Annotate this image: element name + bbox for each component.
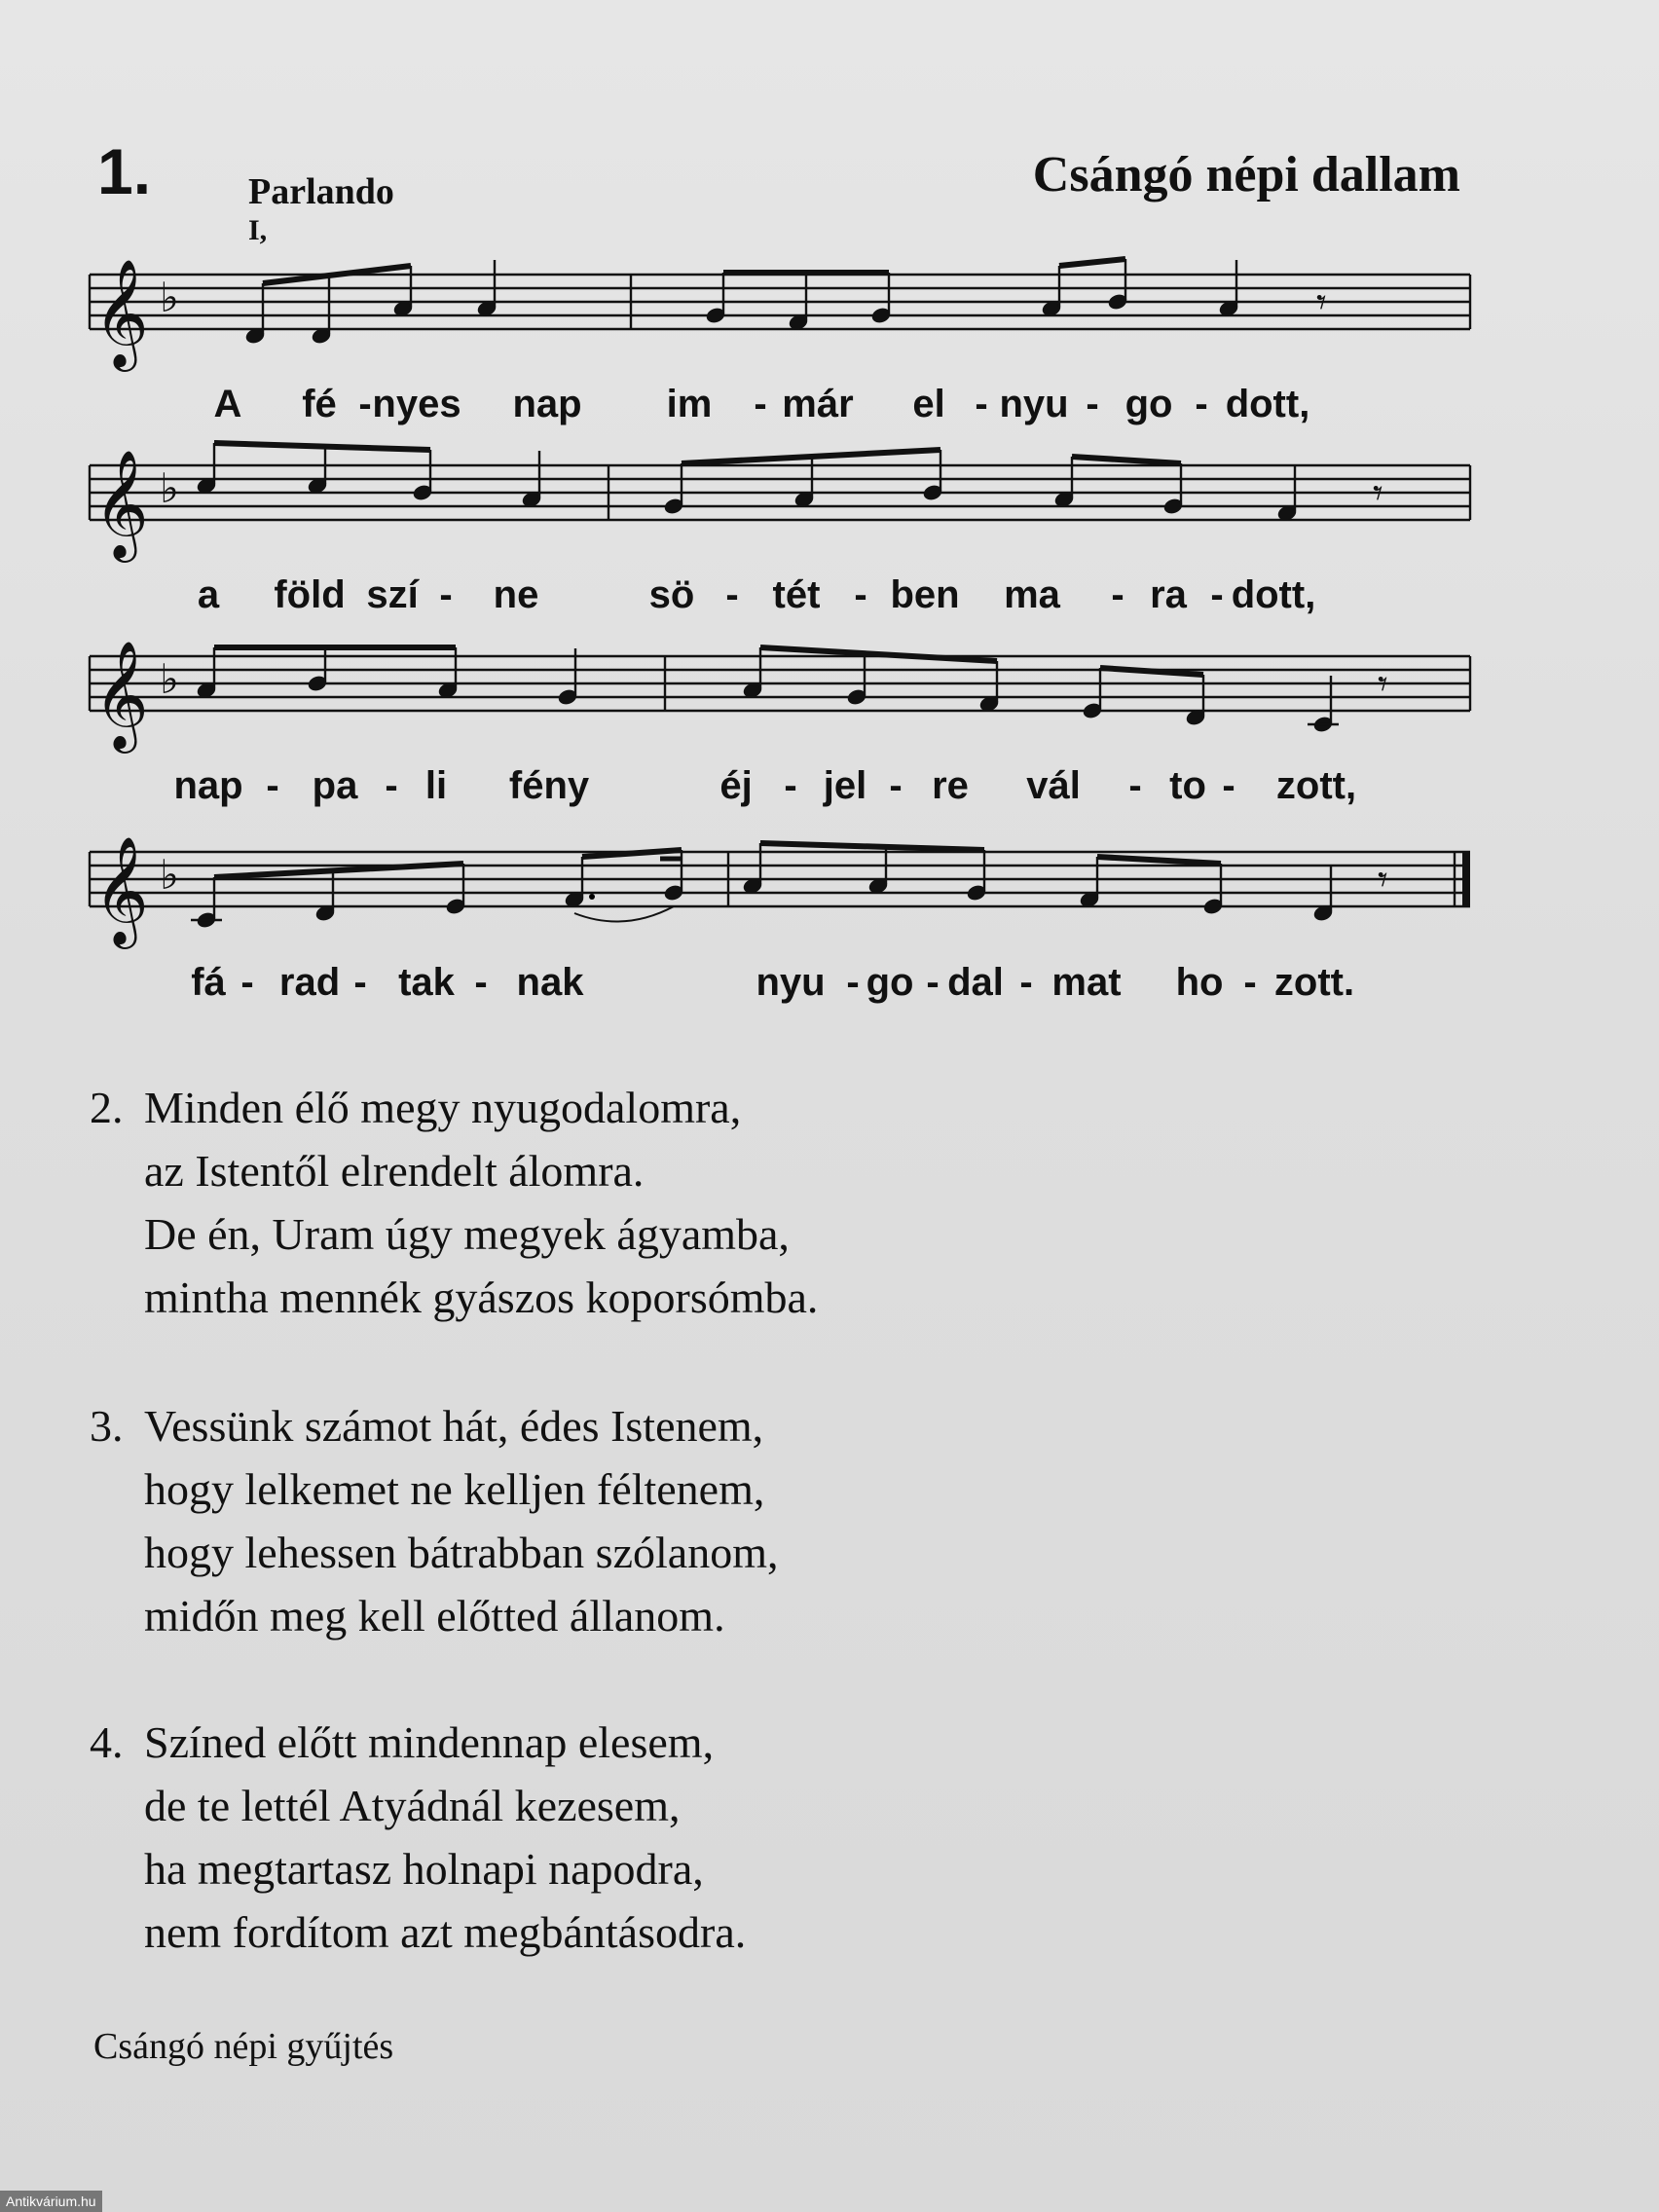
- syllable-hyphen: -: [889, 764, 903, 807]
- lyric-syllable: föld: [274, 573, 346, 616]
- lyric-syllable: A: [213, 383, 242, 425]
- lyrics-line-3: [0, 764, 1659, 823]
- verse-line: midőn meg kell előtted állanom.: [144, 1591, 725, 1641]
- eighth-rest: 𝄾: [1373, 471, 1383, 516]
- syllable-hyphen: -: [266, 764, 279, 807]
- syllable-hyphen: -: [846, 961, 860, 1004]
- lyric-syllable: re: [932, 764, 969, 807]
- verse-4: [90, 1711, 746, 1964]
- syllable-hyphen: -: [358, 383, 372, 425]
- verse-3: [90, 1394, 778, 1647]
- lyric-syllable: szí: [366, 573, 419, 616]
- melody-source: Csángó népi dallam: [1032, 147, 1460, 203]
- treble-clef: 𝄞: [93, 449, 149, 558]
- flat-key-signature: ♭: [160, 851, 179, 899]
- verse-2: [90, 1076, 818, 1329]
- lyric-syllable: nyes: [372, 383, 461, 425]
- verse-line: Vessünk számot hát, édes Istenem,: [144, 1401, 764, 1451]
- verse-line: Színed előtt mindennap elesem,: [144, 1717, 715, 1767]
- syllable-hyphen: -: [353, 961, 367, 1004]
- beam: [1097, 857, 1221, 864]
- lyric-syllable: rad: [278, 961, 341, 1004]
- lyric-syllable: sö: [648, 573, 695, 616]
- treble-clef: 𝄞: [93, 640, 149, 749]
- treble-clef: 𝄞: [93, 258, 149, 367]
- lyric-syllable: fá: [191, 961, 226, 1004]
- syllable-hyphen: -: [1019, 961, 1033, 1004]
- watermark: Antikvárium.hu: [0, 2191, 102, 2212]
- lyric-syllable: nyu: [756, 961, 826, 1004]
- lyric-syllable: ne: [493, 573, 539, 616]
- lyric-syllable: ho: [1175, 961, 1224, 1004]
- syllable-hyphen: -: [439, 573, 453, 616]
- beam: [1059, 259, 1125, 266]
- lyric-syllable: dal: [947, 961, 1004, 1004]
- syllable-hyphen: -: [725, 573, 739, 616]
- lyric-syllable: nap: [173, 764, 243, 807]
- syllable-hyphen: -: [926, 961, 940, 1004]
- lyric-syllable: a: [197, 573, 220, 616]
- lyric-syllable: már: [782, 383, 854, 425]
- beam: [760, 647, 997, 661]
- verse-line: De én, Uram úgy megyek ágyamba,: [144, 1209, 790, 1259]
- syllable-hyphen: -: [975, 383, 988, 425]
- lyric-syllable: dott,: [1225, 383, 1310, 425]
- syllable-hyphen: -: [1195, 383, 1208, 425]
- syllable-hyphen: -: [1243, 961, 1257, 1004]
- lyric-syllable: el: [912, 383, 945, 425]
- lyric-syllable: nak: [516, 961, 584, 1004]
- lyric-syllable: ben: [890, 573, 960, 616]
- lyric-syllable: tak: [398, 961, 455, 1004]
- syllable-hyphen: -: [240, 961, 254, 1004]
- lyric-syllable: nap: [512, 383, 582, 425]
- verse-line: mintha mennék gyászos koporsómba.: [144, 1272, 819, 1322]
- lyric-syllable: zott.: [1273, 961, 1355, 1004]
- flat-key-signature: ♭: [160, 464, 179, 512]
- syllable-hyphen: -: [1210, 573, 1224, 616]
- verse-line: nem fordítom azt megbántásodra.: [144, 1907, 747, 1957]
- syllable-hyphen: -: [784, 764, 797, 807]
- tempo-sub-marking: I,: [248, 214, 268, 246]
- eighth-rest: 𝄾: [1316, 280, 1327, 325]
- slur: [574, 906, 674, 922]
- verse-line: Minden élő megy nyugodalomra,: [144, 1083, 742, 1132]
- tempo-marking: Parlando: [248, 171, 394, 212]
- lyric-syllable: dott,: [1231, 573, 1316, 616]
- collection-source: Csángó népi gyűjtés: [93, 2026, 394, 2067]
- eighth-rest: 𝄾: [1378, 858, 1388, 903]
- augmentation-dot: [589, 894, 595, 900]
- verse-line: de te lettél Atyádnál kezesem,: [144, 1781, 681, 1830]
- final-barline-thick: [1462, 852, 1470, 906]
- verse-line: hogy lelkemet ne kelljen féltenem,: [144, 1464, 765, 1514]
- lyric-syllable: go: [1124, 383, 1173, 425]
- lyrics-line-1: [0, 383, 1659, 441]
- syllable-hyphen: -: [1222, 764, 1235, 807]
- lyric-syllable: nyu: [999, 383, 1069, 425]
- lyric-syllable: fé: [302, 383, 337, 425]
- lyrics-line-4: [0, 961, 1659, 1019]
- lyric-syllable: go: [866, 961, 914, 1004]
- beam: [214, 443, 430, 450]
- beam: [760, 843, 984, 850]
- song-number: 1.: [97, 135, 152, 207]
- syllable-hyphen: -: [1086, 383, 1099, 425]
- lyric-syllable: fény: [508, 764, 590, 807]
- lyric-syllable: zott,: [1275, 764, 1357, 807]
- lyric-syllable: im: [666, 383, 713, 425]
- lyric-syllable: mat: [1051, 961, 1122, 1004]
- syllable-hyphen: -: [854, 573, 867, 616]
- verse-number: 2.: [90, 1083, 124, 1132]
- verse-line: hogy lehessen bátrabban szólanom,: [144, 1528, 779, 1577]
- syllable-hyphen: -: [385, 764, 398, 807]
- lyric-syllable: pa: [312, 764, 358, 807]
- lyric-syllable: vál: [1026, 764, 1081, 807]
- lyrics-line-2: [0, 573, 1659, 632]
- verse-line: az Istentől elrendelt álomra.: [144, 1146, 645, 1196]
- syllable-hyphen: -: [1128, 764, 1142, 807]
- lyric-syllable: éj: [719, 764, 753, 807]
- lyric-syllable: ma: [1004, 573, 1060, 616]
- verse-number: 4.: [90, 1717, 124, 1767]
- beam: [1072, 457, 1181, 463]
- flat-key-signature: ♭: [160, 274, 179, 321]
- lyric-syllable: jel: [823, 764, 867, 807]
- syllable-hyphen: -: [1111, 573, 1124, 616]
- verse-number: 3.: [90, 1401, 124, 1451]
- syllable-hyphen: -: [474, 961, 488, 1004]
- lyric-syllable: ra: [1150, 573, 1187, 616]
- lyric-syllable: tét: [772, 573, 821, 616]
- treble-clef: 𝄞: [93, 835, 149, 944]
- flat-key-signature: ♭: [160, 655, 179, 703]
- verse-line: ha megtartasz holnapi napodra,: [144, 1844, 704, 1894]
- music-notation: [0, 0, 1659, 1032]
- eighth-rest: 𝄾: [1378, 662, 1388, 707]
- syllable-hyphen: -: [754, 383, 767, 425]
- lyric-syllable: li: [424, 764, 448, 807]
- lyric-syllable: to: [1169, 764, 1206, 807]
